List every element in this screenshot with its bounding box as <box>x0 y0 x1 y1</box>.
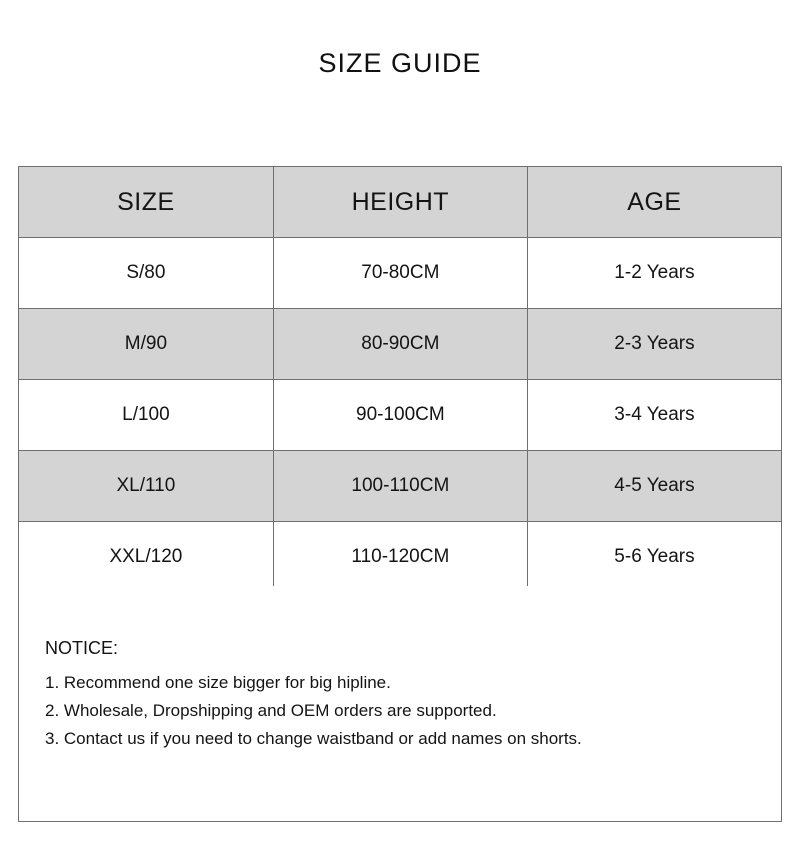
page-title: SIZE GUIDE <box>318 48 482 78</box>
table-header-row <box>19 167 781 238</box>
cell-size: XXL/120 <box>19 522 273 593</box>
notice-heading: NOTICE: <box>45 638 119 658</box>
column-header-age: AGE <box>527 167 781 238</box>
cell-height: 110-120CM <box>273 522 527 593</box>
table-row <box>19 522 781 593</box>
cell-height: 70-80CM <box>273 238 527 309</box>
column-header-size: SIZE <box>19 167 273 238</box>
cell-age: 4-5 Years <box>527 451 781 522</box>
size-guide-page <box>0 48 800 848</box>
table-row <box>19 451 781 522</box>
size-table <box>19 167 781 592</box>
notice-line-1: 1. Recommend one size bigger for big hipline. <box>45 673 391 692</box>
cell-age: 2-3 Years <box>527 309 781 380</box>
notice-section <box>18 586 782 822</box>
table-row <box>19 238 781 309</box>
notice-line-3: 3. Contact us if you need to change waistband or add names on shorts. <box>45 729 582 749</box>
cell-size: L/100 <box>19 380 273 451</box>
cell-size: S/80 <box>19 238 273 309</box>
table-row <box>19 309 781 380</box>
notice-line-2: 2. Wholesale, Dropshipping and OEM orders are supported. <box>45 701 497 721</box>
size-table-container <box>18 166 782 593</box>
cell-age: 5-6 Years <box>527 522 781 593</box>
table-row <box>19 380 781 451</box>
cell-age: 3-4 Years <box>527 380 781 451</box>
cell-size: XL/110 <box>19 451 273 522</box>
cell-height: 90-100CM <box>273 380 527 451</box>
cell-age: 1-2 Years <box>527 238 781 309</box>
cell-size: M/90 <box>19 309 273 380</box>
cell-height: 80-90CM <box>273 309 527 380</box>
cell-height: 100-110CM <box>273 451 527 522</box>
column-header-height: HEIGHT <box>273 167 527 238</box>
